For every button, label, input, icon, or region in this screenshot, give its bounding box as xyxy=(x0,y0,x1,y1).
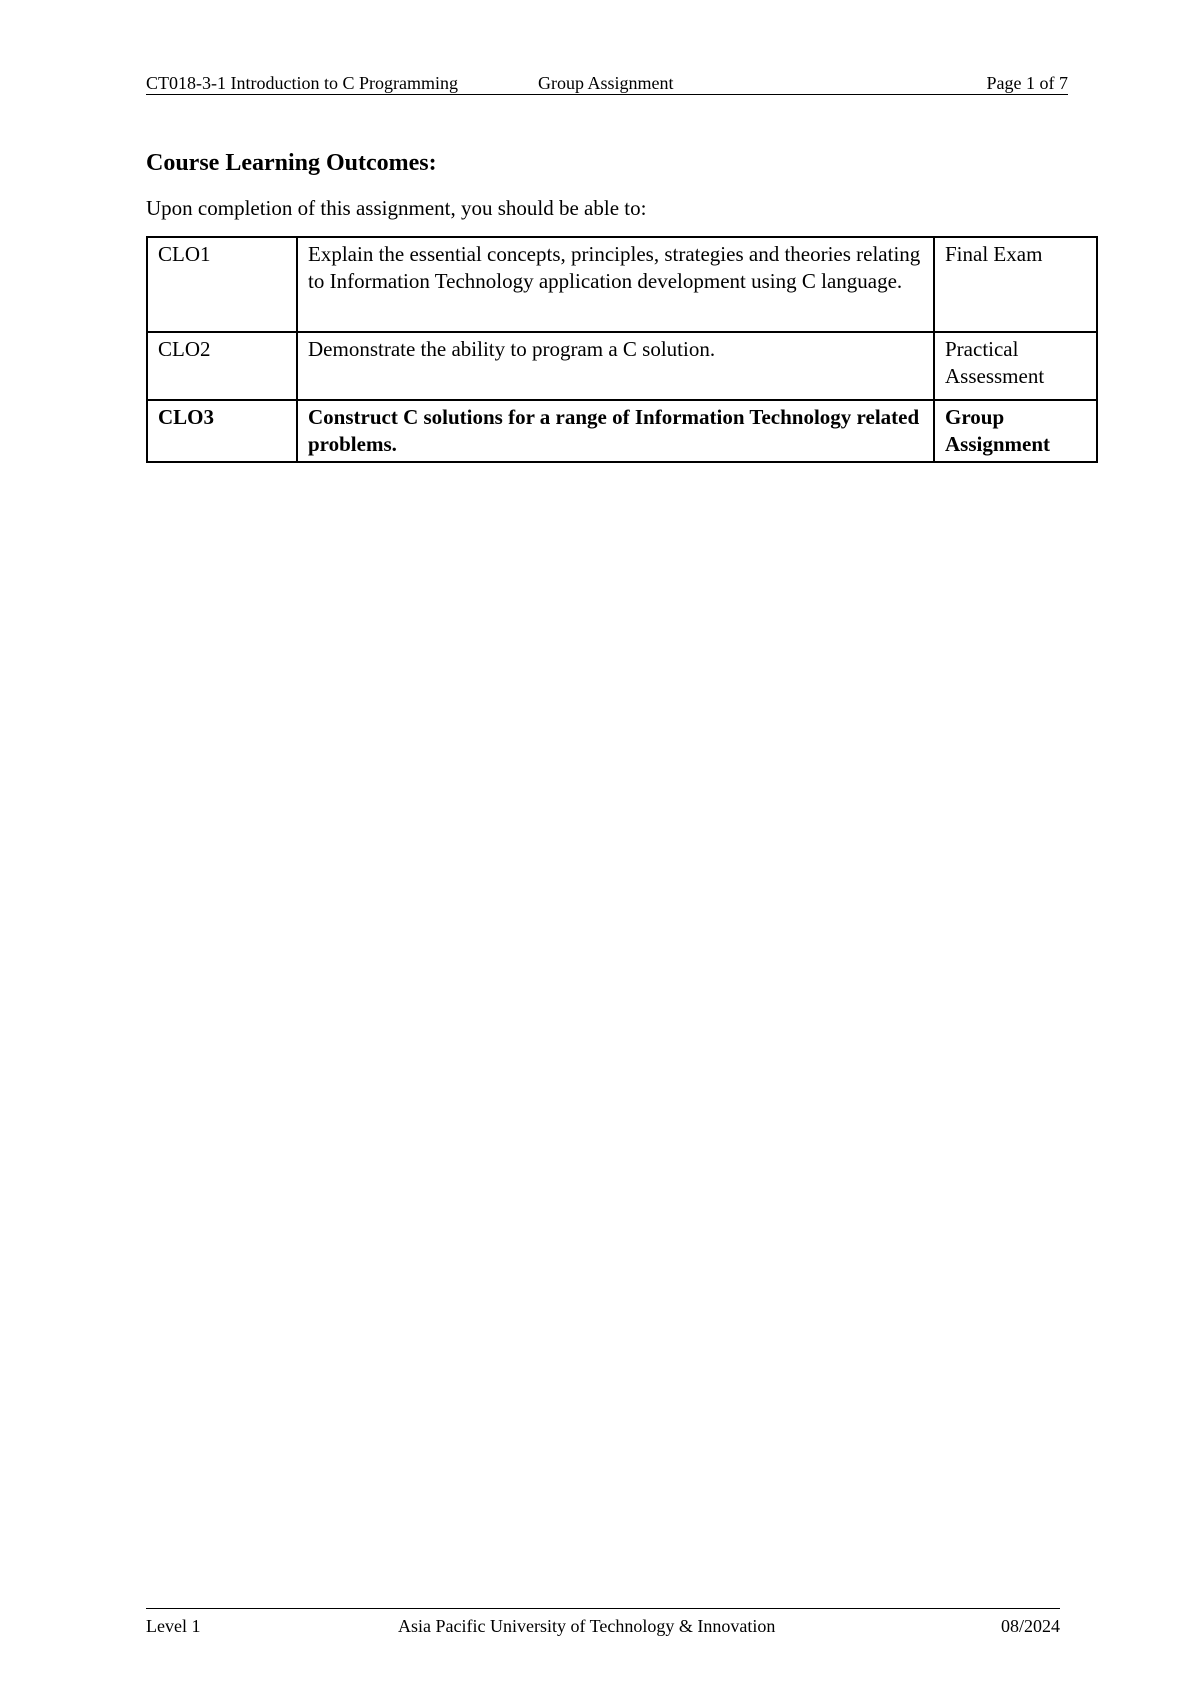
clo-assessment: Practical Assessment xyxy=(934,332,1097,400)
clo-code: CLO2 xyxy=(147,332,297,400)
table-row xyxy=(147,237,1097,332)
clo-description: Explain the essential concepts, principles, strategies and theories relating to Information Technology application development using C language. xyxy=(297,237,934,332)
clo-code: CLO3 xyxy=(147,400,297,462)
header-course: CT018-3-1 Introduction to C Programming xyxy=(146,73,458,93)
clo-assessment: Group Assignment xyxy=(934,400,1097,462)
clo-table xyxy=(146,236,1098,463)
table-row xyxy=(147,332,1097,400)
clo-code: CLO1 xyxy=(147,237,297,332)
header-page-number: Page 1 of 7 xyxy=(986,73,1068,93)
page-footer xyxy=(146,1608,1060,1636)
footer-organization: Asia Pacific University of Technology & Innovation xyxy=(398,1616,776,1636)
footer-date: 08/2024 xyxy=(1000,1616,1060,1636)
table-row xyxy=(147,400,1097,462)
section-title: Course Learning Outcomes: xyxy=(146,150,437,176)
clo-assessment: Final Exam xyxy=(934,237,1097,332)
page-header xyxy=(146,72,1068,95)
header-assignment: Group Assignment xyxy=(538,73,674,93)
clo-description: Demonstrate the ability to program a C solution. xyxy=(297,332,934,400)
intro-text: Upon completion of this assignment, you should be able to: xyxy=(146,196,647,220)
footer-level: Level 1 xyxy=(146,1616,201,1636)
clo-description: Construct C solutions for a range of Information Technology related problems. xyxy=(297,400,934,462)
